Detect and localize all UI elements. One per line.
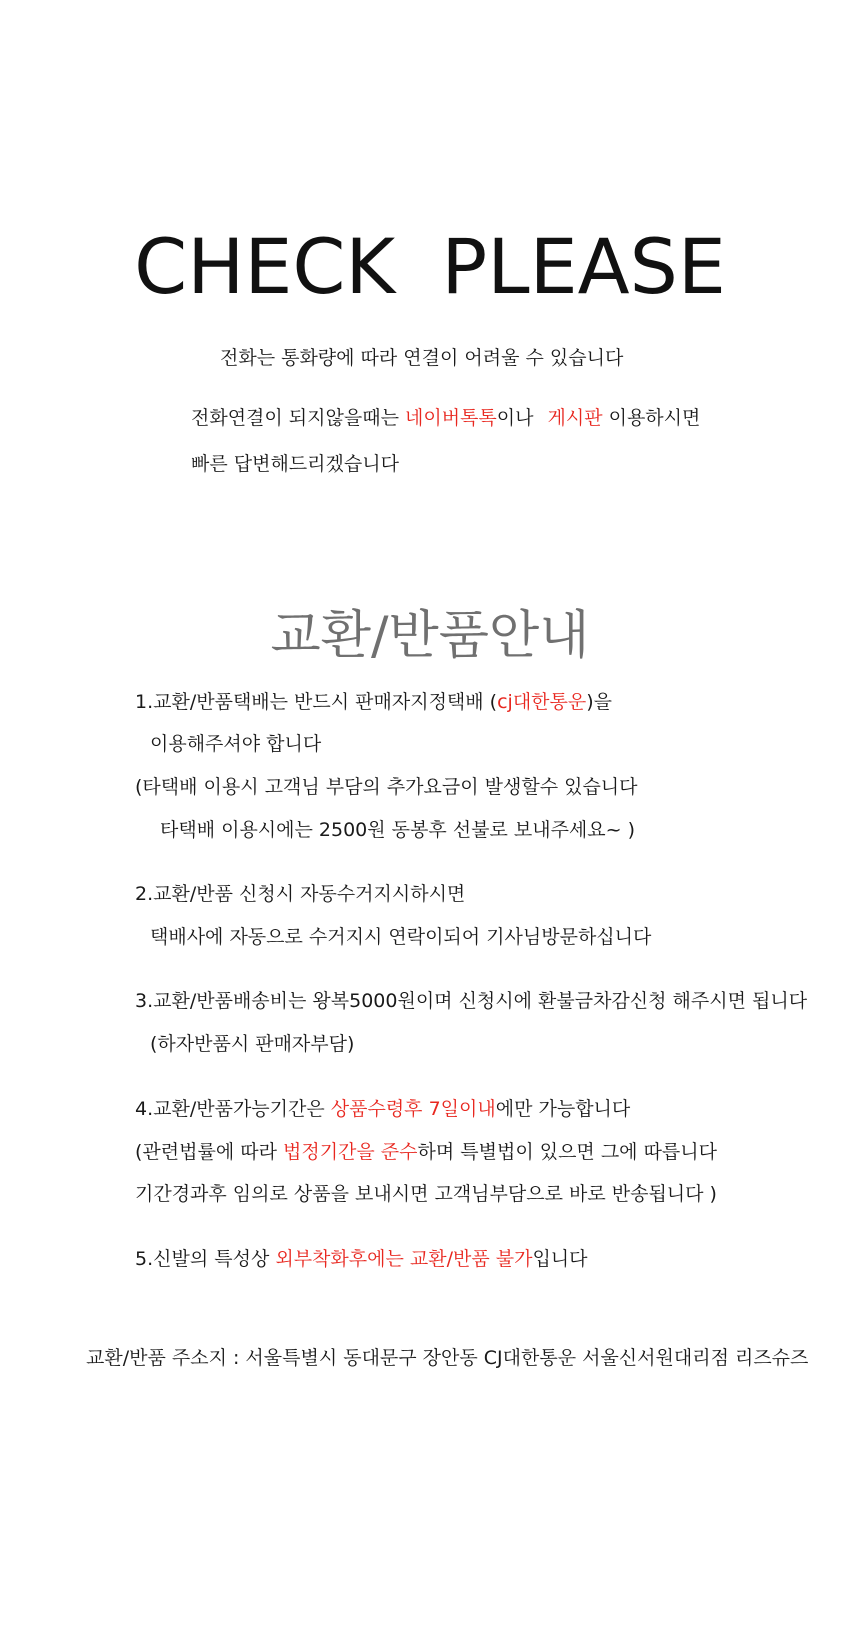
courier-name: cj대한통운 — [497, 691, 587, 713]
item1-line2: 이용해주셔야 합니다 — [150, 733, 322, 755]
item4-text-2: 에만 가능합니다 — [495, 1098, 631, 1120]
item2-line1: 2.교환/반품 신청시 자동수거지시하시면 — [135, 883, 466, 905]
item1-text-1: 1.교환/반품택배는 반드시 판매자지정택배 ( — [135, 691, 498, 713]
phone-notice-text: 전화는 통화량에 따라 연결이 어려울 수 있습니다 — [220, 347, 624, 369]
page-title: CHECK PLEASE — [134, 222, 726, 311]
item4-line3: 기간경과후 임의로 상품을 보내시면 고객님부담으로 바로 반송됩니다 ) — [135, 1183, 717, 1205]
naver-talktalk-label: 네이버톡톡 — [404, 407, 497, 429]
item2-line2: 택배사에 자동으로 수거지시 연락이되어 기사님방문하십니다 — [150, 926, 652, 948]
return-address: 교환/반품 주소지 : 서울특별시 동대문구 장안동 CJ대한통운 서울신서원대리점 리즈슈즈 — [86, 1347, 809, 1369]
item4-line2 — [135, 1140, 717, 1164]
item1-line1 — [135, 690, 612, 714]
no-return-notice: 외부착화후에는 교환/반품 불가 — [275, 1248, 533, 1270]
exchange-heading: 교환/반품안내 — [270, 606, 590, 666]
alt-contact-text-1: 전화연결이 되지않을때는 — [191, 407, 405, 429]
item1-line4: 타택배 이용시에는 2500원 동봉후 선불로 보내주세요~ ) — [160, 819, 636, 841]
item3-line2: (하자반품시 판매자부담) — [150, 1033, 355, 1055]
item4-text-1: 4.교환/반품가능기간은 — [135, 1098, 331, 1120]
item5-text-2: 입니다 — [532, 1248, 588, 1270]
item3-line1: 3.교환/반품배송비는 왕복5000원이며 신청시에 환불금차감신청 해주시면 됩니다 — [135, 990, 808, 1012]
return-period: 상품수령후 7일이내 — [330, 1098, 496, 1120]
item1-text-2: )을 — [586, 691, 613, 713]
item4-text-3: (관련법률에 따라 — [135, 1141, 283, 1163]
board-label: 게시판 — [547, 407, 603, 429]
item5-text-1: 5.신발의 특성상 — [135, 1248, 276, 1270]
item1-line3: (타택배 이용시 고객님 부담의 추가요금이 발생할수 있습니다 — [135, 776, 638, 798]
item5-line1 — [135, 1247, 588, 1271]
alt-contact-text-2: 이나 — [496, 407, 534, 429]
legal-period: 법정기간을 준수 — [282, 1141, 418, 1163]
item4-line1 — [135, 1097, 630, 1121]
alt-contact-notice — [191, 406, 700, 430]
alt-contact-text-3: 이용하시면 — [602, 407, 701, 429]
quick-reply-text: 빠른 답변해드리겠습니다 — [191, 453, 399, 475]
item4-text-4: 하며 특별법이 있으면 그에 따릅니다 — [417, 1141, 717, 1163]
